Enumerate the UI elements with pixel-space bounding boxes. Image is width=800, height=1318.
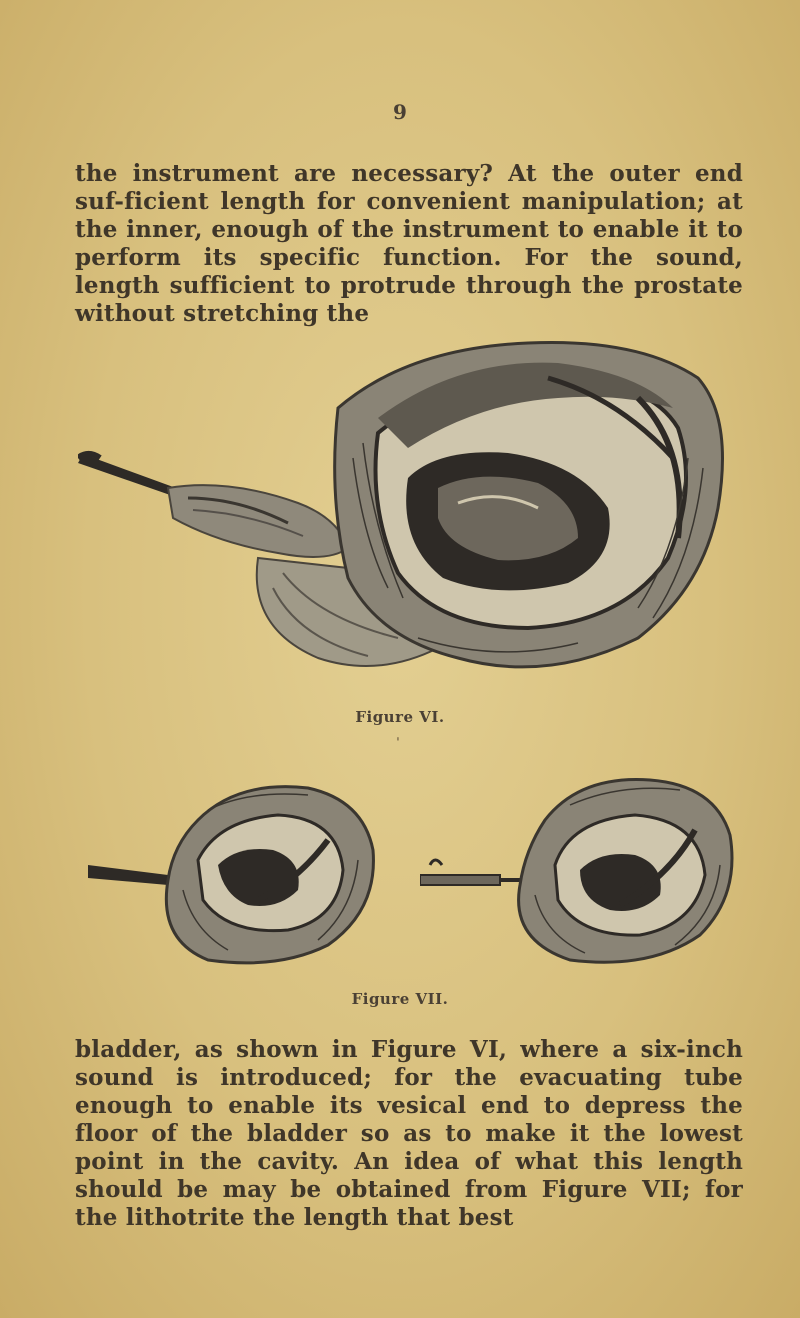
figure-7-left-illustration: [88, 780, 388, 965]
ink-speck-mark: ˈ: [396, 736, 400, 752]
figure-6-caption: Figure VI.: [355, 708, 445, 726]
page-number: 9: [393, 100, 407, 124]
figure-6-illustration: [78, 338, 728, 683]
body-paragraph-bottom: bladder, as shown in Figure VI, where a six-inch sound is introduced; for the evacuating tube enough to enable its vesical end to depress the floor of the bladder so as to make it the lowest point in the cavity. An idea of what this length should be may be obtained from Figure VII; for the lithotrite the length that best: [75, 1036, 743, 1231]
figure-7-caption: Figure VII.: [351, 990, 449, 1008]
body-paragraph-top: the instrument are necessary? At the outer end suf-ficient length for convenient manipulation; at the inner, enough of the instrument to enable it to perform its specific function. For the sound, length sufficient to protrude through the prostate without stretching the: [75, 160, 743, 327]
figure-7-right-illustration: [420, 775, 740, 965]
sound-instrument-drawing: [78, 454, 176, 496]
